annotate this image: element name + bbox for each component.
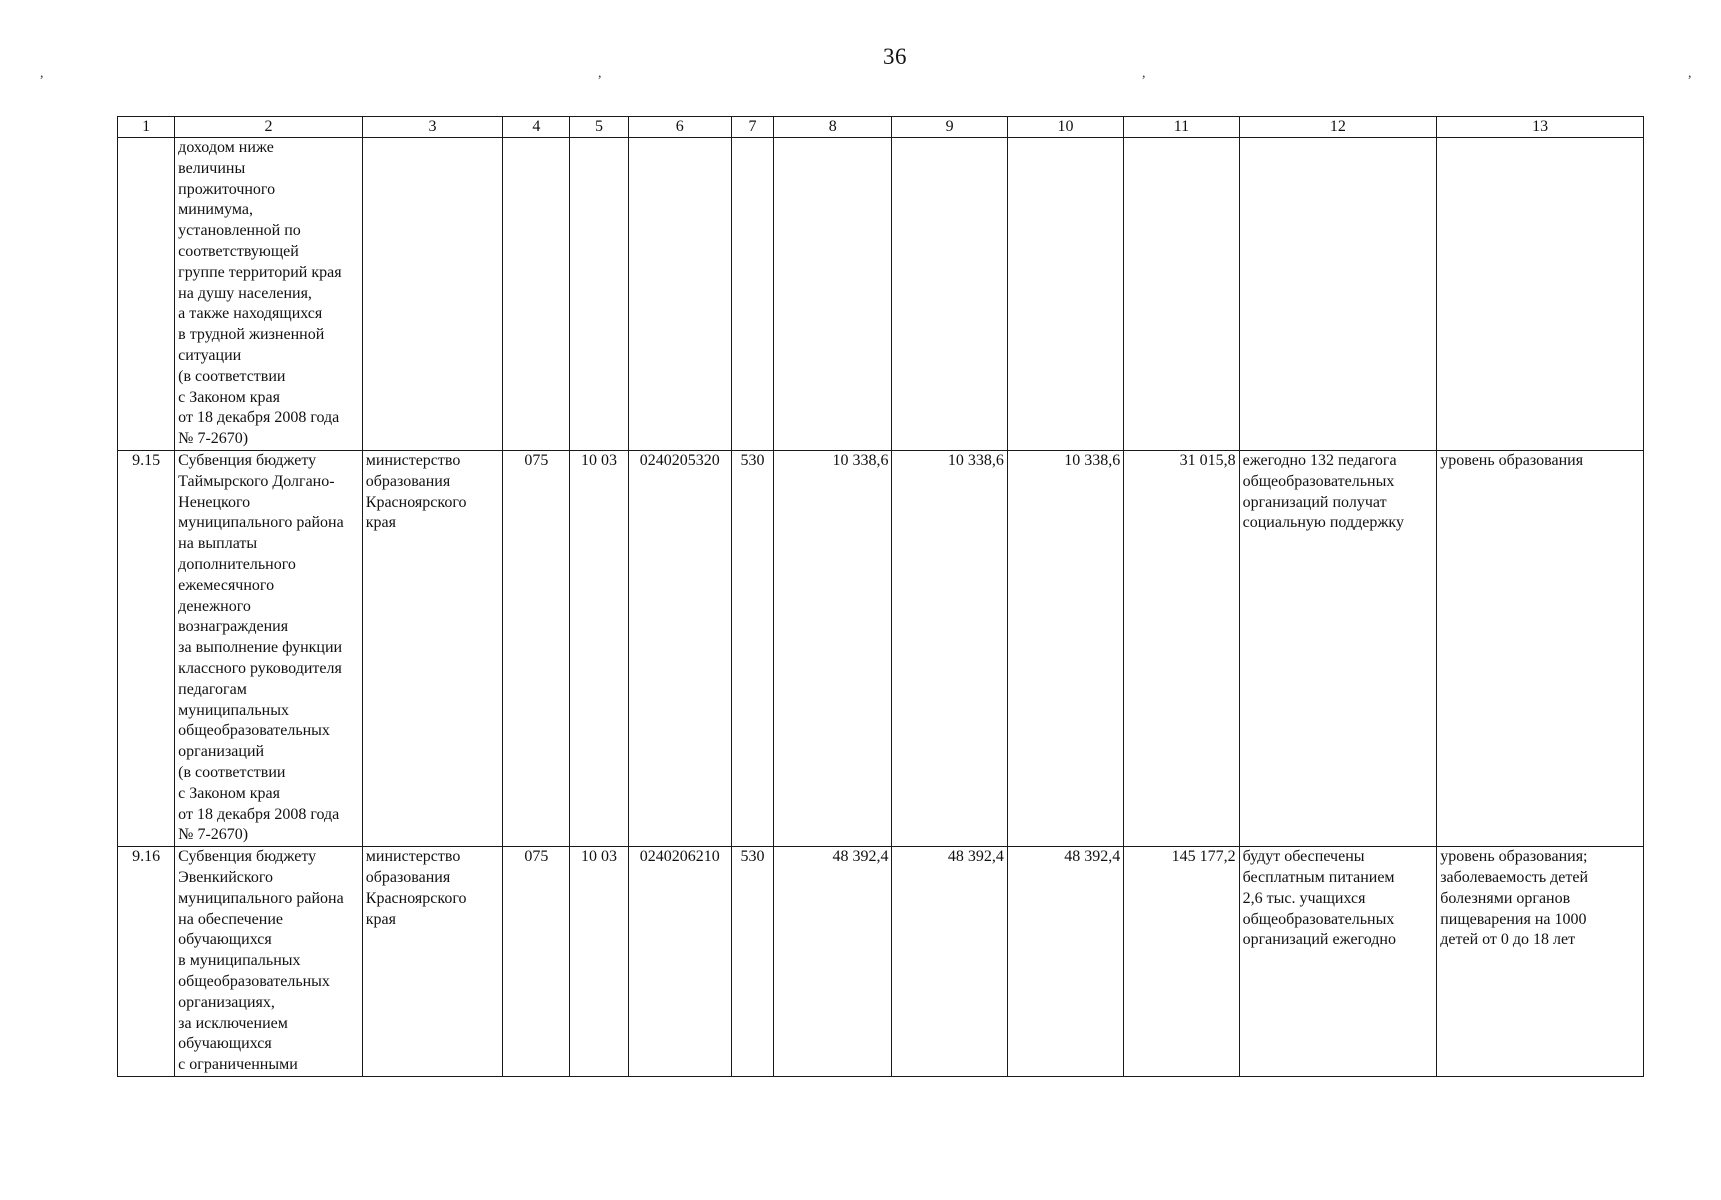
table-row [118,451,1644,847]
header-cell: 5 [570,117,628,138]
cell-rzpr [570,138,628,451]
header-cell: 3 [362,117,502,138]
cell-csr: 0240205320 [628,451,731,847]
header-cell: 4 [503,117,570,138]
cell-y1 [774,138,892,451]
cell-num: 9.15 [118,451,175,847]
cell-total: 145 177,2 [1124,847,1239,1077]
budget-table [117,116,1644,1077]
cell-grbs: министерство образования Красноярского края [362,847,502,1077]
cell-y3 [1007,138,1123,451]
cell-name: Субвенция бюджету Эвенкийского муниципального района на обеспечение обучающихся в муниципальных общеобразовательных организациях, за исключением обучающихся с ограниченными [175,847,363,1077]
cell-y2: 48 392,4 [892,847,1007,1077]
cell-y1: 10 338,6 [774,451,892,847]
cell-y3: 10 338,6 [1007,451,1123,847]
header-cell: 8 [774,117,892,138]
cell-rzpr: 10 03 [570,451,628,847]
cell-total: 31 015,8 [1124,451,1239,847]
scan-speck: , [1688,66,1692,81]
cell-vr: 530 [731,451,773,847]
cell-result: будут обеспечены бесплатным питанием 2,6 тыс. учащихся общеобразовательных организаций ежегодно [1239,847,1437,1077]
scan-speck: , [40,66,44,81]
header-cell: 11 [1124,117,1239,138]
cell-grbs [362,138,502,451]
cell-indicator [1437,138,1644,451]
cell-indicator: уровень образования [1437,451,1644,847]
cell-code: 075 [503,451,570,847]
header-cell: 10 [1007,117,1123,138]
header-cell: 2 [175,117,363,138]
cell-y2: 10 338,6 [892,451,1007,847]
cell-code [503,138,570,451]
cell-y2 [892,138,1007,451]
cell-csr [628,138,731,451]
cell-num: 9.16 [118,847,175,1077]
cell-result [1239,138,1437,451]
scan-speck: , [1142,66,1146,81]
header-cell: 7 [731,117,773,138]
cell-grbs: министерство образования Красноярского края [362,451,502,847]
cell-num [118,138,175,451]
cell-total [1124,138,1239,451]
header-cell: 12 [1239,117,1437,138]
cell-vr [731,138,773,451]
cell-y3: 48 392,4 [1007,847,1123,1077]
table-row-continuation [118,138,1644,451]
cell-y1: 48 392,4 [774,847,892,1077]
header-cell: 13 [1437,117,1644,138]
cell-name: доходом ниже величины прожиточного минимума, установленной по соответствующей группе территорий края на душу населения, а также находящихся в трудной жизненной ситуации (в соответствии с Законом края от 18 декабря 2008 года № 7-2670) [175,138,363,451]
scan-speck: , [598,66,602,81]
cell-vr: 530 [731,847,773,1077]
cell-rzpr: 10 03 [570,847,628,1077]
table-header-row [118,117,1644,138]
cell-code: 075 [503,847,570,1077]
header-cell: 9 [892,117,1007,138]
cell-indicator: уровень образования; заболеваемость детей болезнями органов пищеварения на 1000 детей от 0 до 18 лет [1437,847,1644,1077]
page-number: 36 [883,44,907,69]
header-cell: 1 [118,117,175,138]
table-row [118,847,1644,1077]
cell-csr: 0240206210 [628,847,731,1077]
cell-result: ежегодно 132 педагога общеобразовательных организаций получат социальную поддержку [1239,451,1437,847]
cell-name: Субвенция бюджету Таймырского Долгано- Ненецкого муниципального района на выплаты дополнительного ежемесячного денежного вознаграждения за выполнение функции классного руководителя педагогам муниципальных общеобразовательных организаций (в соответствии с Законом края от 18 декабря 2008 года № 7-2670) [175,451,363,847]
header-cell: 6 [628,117,731,138]
